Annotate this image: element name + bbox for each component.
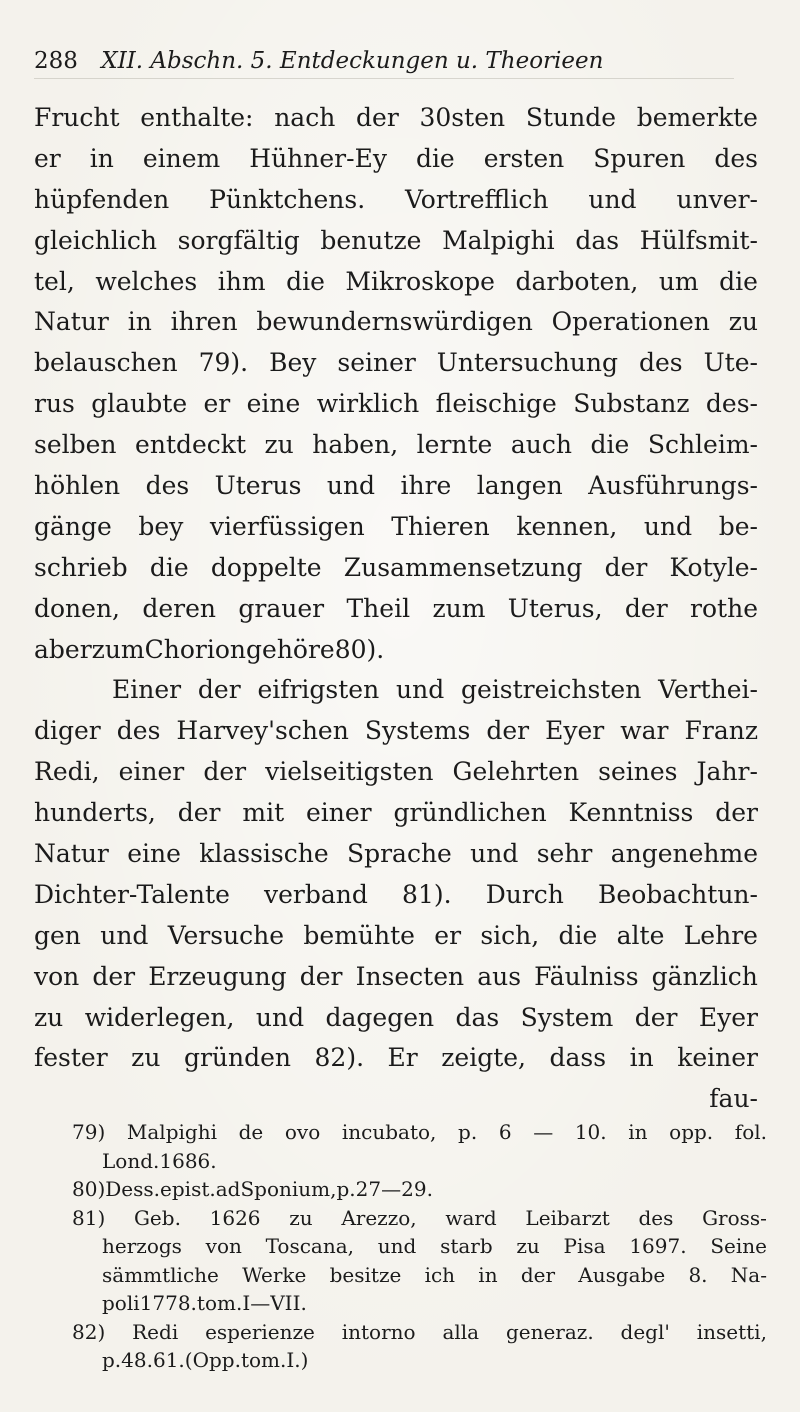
footnote-line: 81) Geb. 1626 zu Arezzo, ward Leibarzt des Gross-: [72, 1205, 767, 1230]
text-line: fester zu gründen 82). Er zeigte, dass in keiner: [34, 1043, 758, 1073]
text-line: selben entdeckt zu haben, lernte auch die Schleim-: [34, 430, 758, 460]
text-line: tel, welches ihm die Mikroskope darboten, um die: [34, 266, 758, 296]
footnote-line: Lond. 1686.: [102, 1148, 217, 1173]
text-line: gleichlich sorgfältig benutze Malpighi das Hülfsmit-: [34, 225, 758, 255]
text-line: donen, deren grauer Theil zum Uterus, der rothe: [34, 593, 758, 623]
text-line: er in einem Hühner-Ey die ersten Spuren des: [34, 143, 758, 173]
footnote-line: herzogs von Toscana, und starb zu Pisa 1697. Seine: [102, 1234, 767, 1258]
footnote-line: 82) Redi esperienze intorno alla generaz. degl' insetti,: [72, 1319, 767, 1344]
text-line: von der Erzeugung der Insecten aus Fäulniss gänzlich: [34, 961, 758, 991]
text-line: hunderts, der mit einer gründlichen Kenntniss der: [34, 798, 758, 828]
footnote-line: 79) Malpighi de ovo incubato, p. 6 — 10. in opp. fol.: [72, 1120, 767, 1144]
text-line: rus glaubte er eine wirklich fleischige Substanz des-: [34, 389, 758, 419]
text-line: belauschen 79). Bey seiner Untersuchung des Ute-: [34, 348, 758, 378]
text-line: gen und Versuche bemühte er sich, die alte Lehre: [34, 920, 758, 950]
text-line: zu widerlegen, und dagegen das System der Eyer: [34, 1002, 758, 1032]
text-line: aber zum Chorion gehöre 80).: [34, 634, 385, 664]
text-line: Redi, einer der vielseitigsten Gelehrten seines Jahr-: [34, 757, 758, 787]
main-text: [34, 98, 758, 1120]
text-line: Natur in ihren bewundernswürdigen Operationen zu: [34, 307, 758, 337]
text-line: gänge bey vierfüssigen Thieren kennen, und be-: [34, 511, 758, 541]
text-line: Dichter-Talente verband 81). Durch Beobachtun-: [34, 879, 758, 909]
text-line: diger des Harvey'schen Systems der Eyer war Franz: [34, 716, 758, 746]
text-line: höhlen des Uterus und ihre langen Ausführungs-: [34, 471, 758, 501]
footnote-line: p. 48. 61. (Opp. tom. I.): [102, 1348, 309, 1372]
text-line: fau-: [709, 1084, 758, 1114]
footnotes: [72, 1118, 767, 1375]
text-line: Einer der eifrigsten und geistreichsten Verthei-: [112, 675, 758, 705]
text-line: Frucht enthalte: nach der 30sten Stunde bemerkte: [34, 103, 758, 132]
header-divider: [34, 78, 734, 79]
text-line: Natur eine klassische Sprache und sehr angenehme: [34, 839, 758, 869]
running-title: XII. Abschn. 5. Entdeckungen u. Theorieen: [101, 48, 604, 74]
footnote-line: poli 1778. tom. I — VII.: [102, 1291, 307, 1315]
footnote-line: 80) Dess. epist. ad Sponium, p. 27 — 29.: [72, 1177, 433, 1201]
running-header: [34, 44, 734, 78]
text-line: schrieb die doppelte Zusammensetzung der Kotyle-: [34, 552, 758, 582]
text-line: hüpfenden Pünktchens. Vortrefflich und unver-: [34, 184, 758, 214]
page-number: 288: [34, 48, 78, 74]
footnote-line: sämmtliche Werke besitze ich in der Ausgabe 8. Na-: [102, 1262, 767, 1287]
